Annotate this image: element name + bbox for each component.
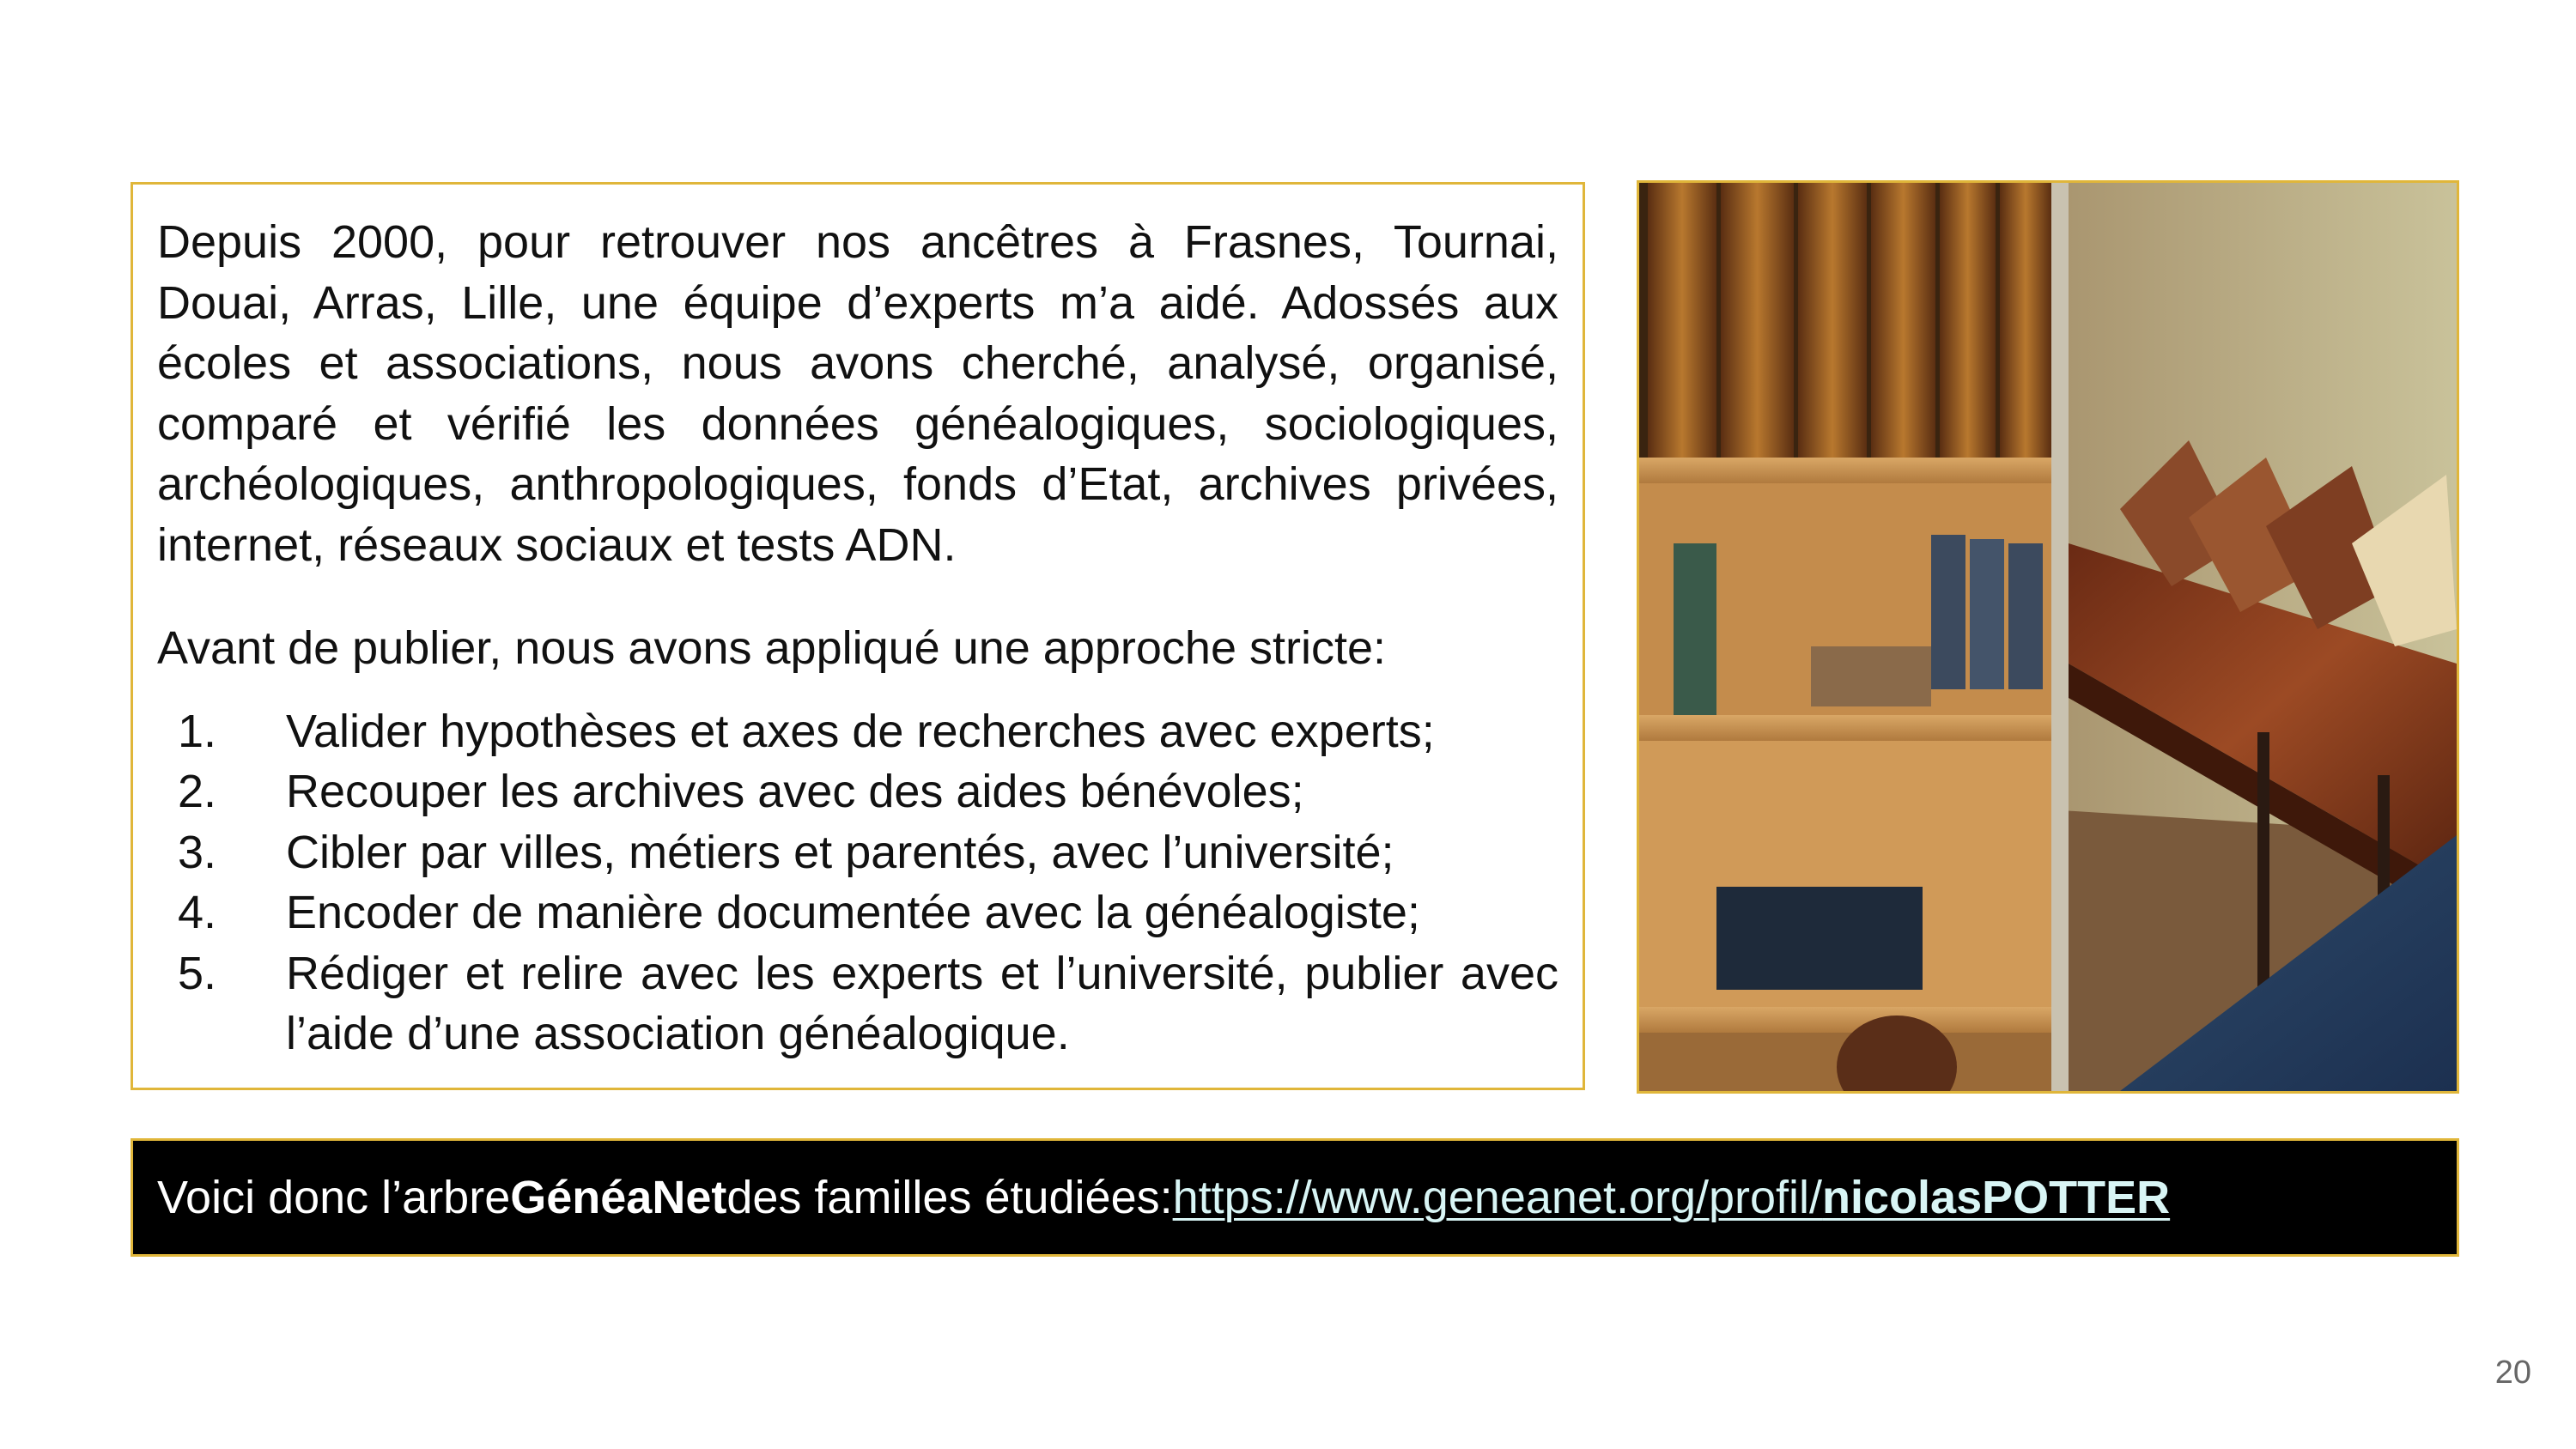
geneanet-profile-link[interactable] <box>1173 1171 2171 1224</box>
banner-prefix: Voici donc l’arbre <box>157 1172 511 1223</box>
research-text-box <box>131 182 1585 1090</box>
step-number: 3. <box>178 826 217 878</box>
list-item <box>157 701 1558 762</box>
step-number: 5. <box>178 947 217 999</box>
step-number: 1. <box>178 705 217 757</box>
archive-room-photo <box>1637 180 2459 1094</box>
list-item <box>157 822 1558 883</box>
list-item <box>157 882 1558 943</box>
page-number: 20 <box>2494 1355 2531 1391</box>
geneanet-banner <box>131 1138 2459 1257</box>
step-text: Valider hypothèses et axes de recherches avec experts; <box>286 705 1435 757</box>
step-number: 2. <box>178 766 217 817</box>
list-item <box>157 943 1558 1064</box>
banner-middle: des familles étudiées: <box>726 1172 1173 1223</box>
list-item <box>157 761 1558 822</box>
link-user: nicolasPOTTER <box>1822 1172 2171 1223</box>
step-text: Cibler par villes, métiers et parentés, avec l’université; <box>286 826 1394 878</box>
steps-list <box>157 701 1558 1064</box>
link-base: https://www.geneanet.org/profil/ <box>1172 1172 1823 1223</box>
approach-paragraph: Avant de publier, nous avons appliqué une approche stricte: <box>157 622 1386 674</box>
step-text: Encoder de manière documentée avec la généalogiste; <box>286 887 1420 938</box>
step-number: 4. <box>178 887 217 938</box>
step-text: Rédiger et relire avec les experts et l’université, publier avec l’aide d’une association généalogique. <box>286 947 1558 1059</box>
intro-paragraph: Depuis 2000, pour retrouver nos ancêtres à Frasnes, Tournai, Douai, Arras, Lille, une équipe d’experts m’a aidé. Adossés aux écoles et associations, nous avons cherché, analysé, organisé, comparé et vérifié les données généalogiques, sociologiques, archéologiques, anthropologiques, fonds d’Etat, archives privées, internet, réseaux sociaux et tests ADN. <box>157 216 1558 571</box>
step-text: Recouper les archives avec des aides bénévoles; <box>286 766 1304 817</box>
banner-brand: GénéaNet <box>510 1172 727 1223</box>
